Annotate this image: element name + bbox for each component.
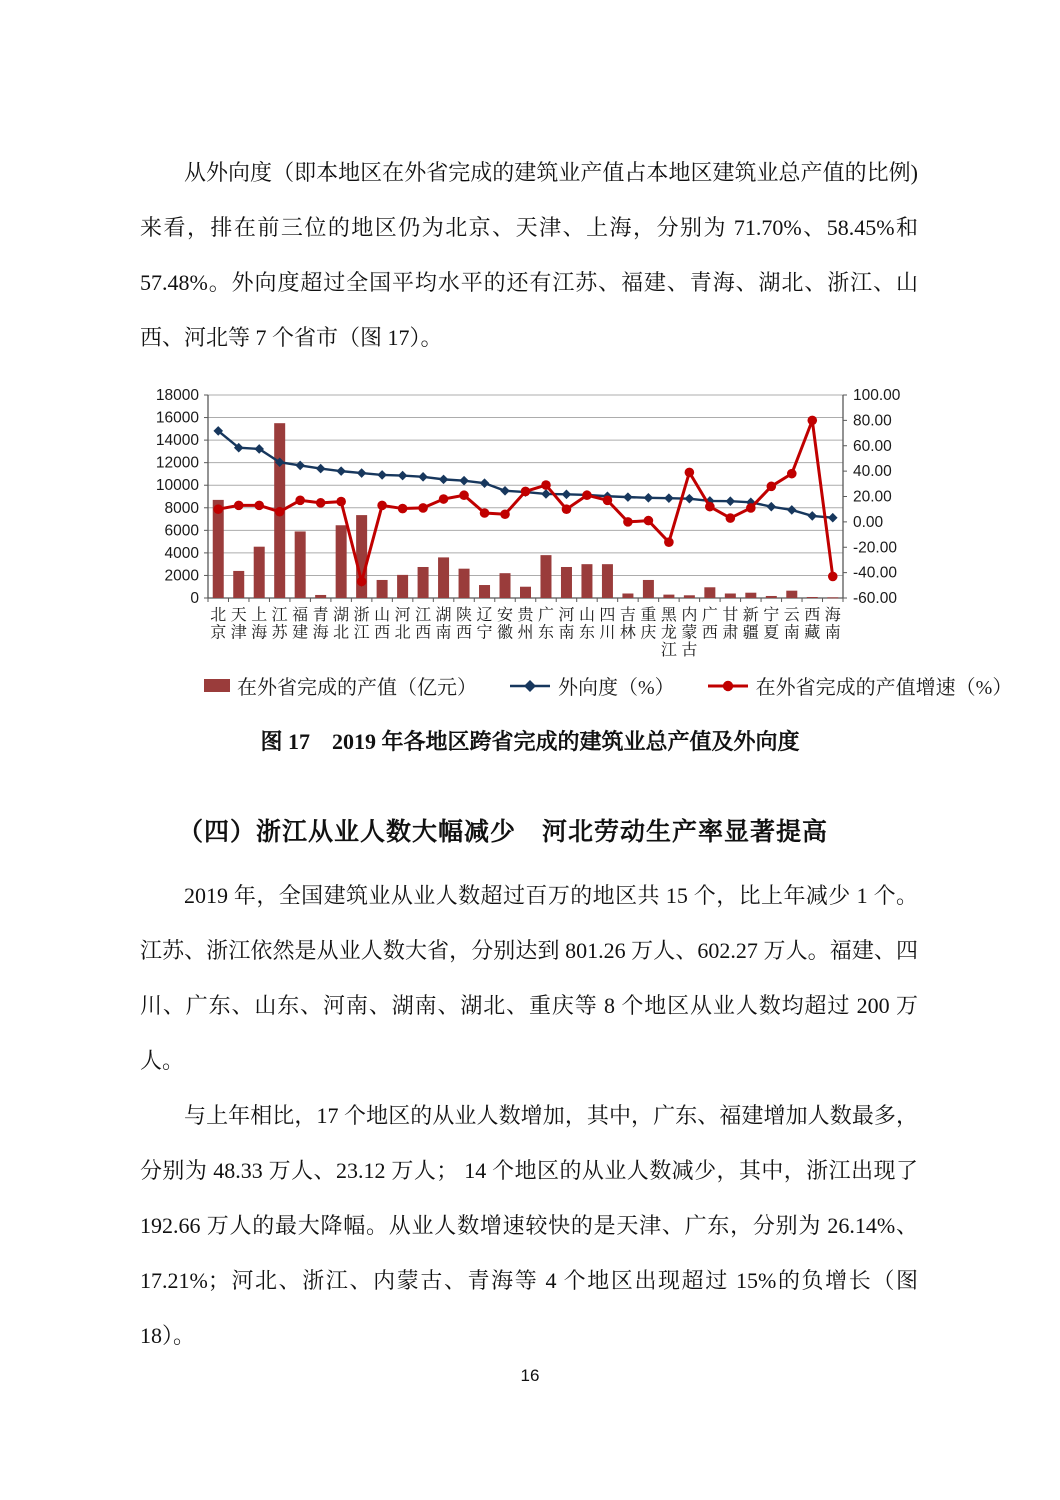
- figure-caption: 图 17 2019 年各地区跨省完成的建筑业总产值及外向度: [260, 729, 800, 754]
- figure-17-chart: [148, 383, 1013, 708]
- svg-text:辽宁: 辽宁: [476, 607, 493, 642]
- svg-text:80.00: 80.00: [853, 412, 892, 430]
- svg-text:安徽: 安徽: [497, 607, 514, 642]
- svg-text:北京: 北京: [210, 607, 227, 642]
- legend-label-bar: 在外省完成的产值（亿元）: [237, 677, 477, 699]
- svg-text:黑龙江: 黑龙江: [660, 607, 677, 659]
- svg-text:海南: 海南: [824, 607, 841, 642]
- svg-text:12000: 12000: [155, 454, 199, 472]
- paragraph-employment-change: 与上年相比，17 个地区的从业人数增加，其中，广东、福建增加人数最多，分别为 48.33 万人、23.12 万人； 14 个地区的从业人数减少，其中，浙江出现了 192.66 万人的最大降幅。从业人数增速较快的是天津、广东，分别为 26.14%、17.21%；河北、浙江、内蒙古、青海等 4 个地区出现超过 15%的负增长（图 18）。: [140, 1103, 918, 1348]
- svg-text:河北: 河北: [394, 607, 411, 642]
- svg-text:内蒙古: 内蒙古: [681, 607, 698, 659]
- svg-text:14000: 14000: [155, 432, 199, 450]
- svg-text:湖南: 湖南: [435, 607, 452, 642]
- page-number: 16: [520, 1366, 540, 1385]
- paragraph-outward-degree: 从外向度（即本地区在外省完成的建筑业产值占本地区建筑业总产值的比例)来看，排在前三位的地区仍为北京、天津、上海，分别为 71.70%、58.45%和 57.48%。外向度超过全国平均水平的还有江苏、福建、青海、湖北、浙江、山西、河北等 7 个省市（图 17）。: [140, 160, 918, 350]
- svg-text:新疆: 新疆: [742, 607, 759, 642]
- svg-text:20.00: 20.00: [853, 488, 892, 506]
- svg-text:4000: 4000: [164, 544, 199, 562]
- svg-text:天津: 天津: [230, 607, 247, 642]
- svg-text:西藏: 西藏: [804, 607, 821, 642]
- svg-text:重庆: 重庆: [640, 607, 657, 642]
- svg-text:甘肃: 甘肃: [722, 607, 739, 642]
- combo-chart: [148, 383, 948, 665]
- bar-swatch-icon: [204, 679, 230, 692]
- diamond-line-swatch-icon: [509, 679, 551, 693]
- svg-text:0: 0: [190, 590, 199, 607]
- svg-text:-20.00: -20.00: [853, 539, 897, 557]
- legend-item-bar: [204, 671, 477, 700]
- svg-text:湖北: 湖北: [333, 607, 350, 642]
- svg-text:江苏: 江苏: [271, 607, 288, 642]
- legend-item-outward: [509, 671, 675, 700]
- svg-text:宁夏: 宁夏: [763, 607, 780, 642]
- svg-text:16000: 16000: [155, 409, 199, 427]
- svg-text:6000: 6000: [164, 522, 199, 540]
- svg-text:广西: 广西: [701, 607, 718, 642]
- svg-text:陕西: 陕西: [456, 607, 473, 642]
- svg-text:吉林: 吉林: [619, 607, 636, 642]
- svg-text:40.00: 40.00: [853, 463, 892, 481]
- section-heading: （四）浙江从业人数大幅减少 河北劳动生产率显著提高: [178, 819, 829, 846]
- svg-text:江西: 江西: [415, 607, 432, 642]
- svg-text:山东: 山东: [578, 607, 595, 642]
- svg-text:8000: 8000: [164, 499, 199, 517]
- svg-text:-60.00: -60.00: [853, 590, 897, 607]
- svg-text:60.00: 60.00: [853, 437, 892, 455]
- paragraph-employment: 2019 年，全国建筑业从业人数超过百万的地区共 15 个，比上年减少 1 个。江苏、浙江依然是从业人数大省，分别达到 801.26 万人、602.27 万人。福建、四川、广东、山东、河南、湖南、湖北、重庆等 8 个地区从业人数均超过 200 万人。: [140, 883, 918, 1073]
- svg-text:山西: 山西: [374, 607, 391, 642]
- svg-text:-40.00: -40.00: [853, 564, 897, 582]
- svg-text:四川: 四川: [599, 607, 616, 642]
- svg-text:10000: 10000: [155, 477, 199, 495]
- circle-line-swatch-icon: [707, 679, 749, 693]
- svg-text:浙江: 浙江: [353, 607, 370, 642]
- chart-legend: [204, 671, 1013, 700]
- svg-text:贵州: 贵州: [517, 607, 534, 642]
- svg-text:青海: 青海: [312, 607, 329, 642]
- svg-text:0.00: 0.00: [853, 513, 884, 531]
- svg-text:云南: 云南: [783, 607, 800, 642]
- legend-label-outward: 外向度（%）: [558, 677, 675, 699]
- svg-text:2000: 2000: [164, 567, 199, 585]
- svg-text:广东: 广东: [537, 607, 554, 642]
- svg-text:福建: 福建: [292, 607, 309, 642]
- legend-label-growth: 在外省完成的产值增速（%）: [755, 677, 1013, 699]
- svg-text:上海: 上海: [251, 607, 268, 642]
- legend-item-growth: [707, 671, 1013, 700]
- svg-text:河南: 河南: [558, 607, 575, 642]
- svg-text:18000: 18000: [155, 387, 199, 404]
- svg-text:100.00: 100.00: [853, 387, 901, 404]
